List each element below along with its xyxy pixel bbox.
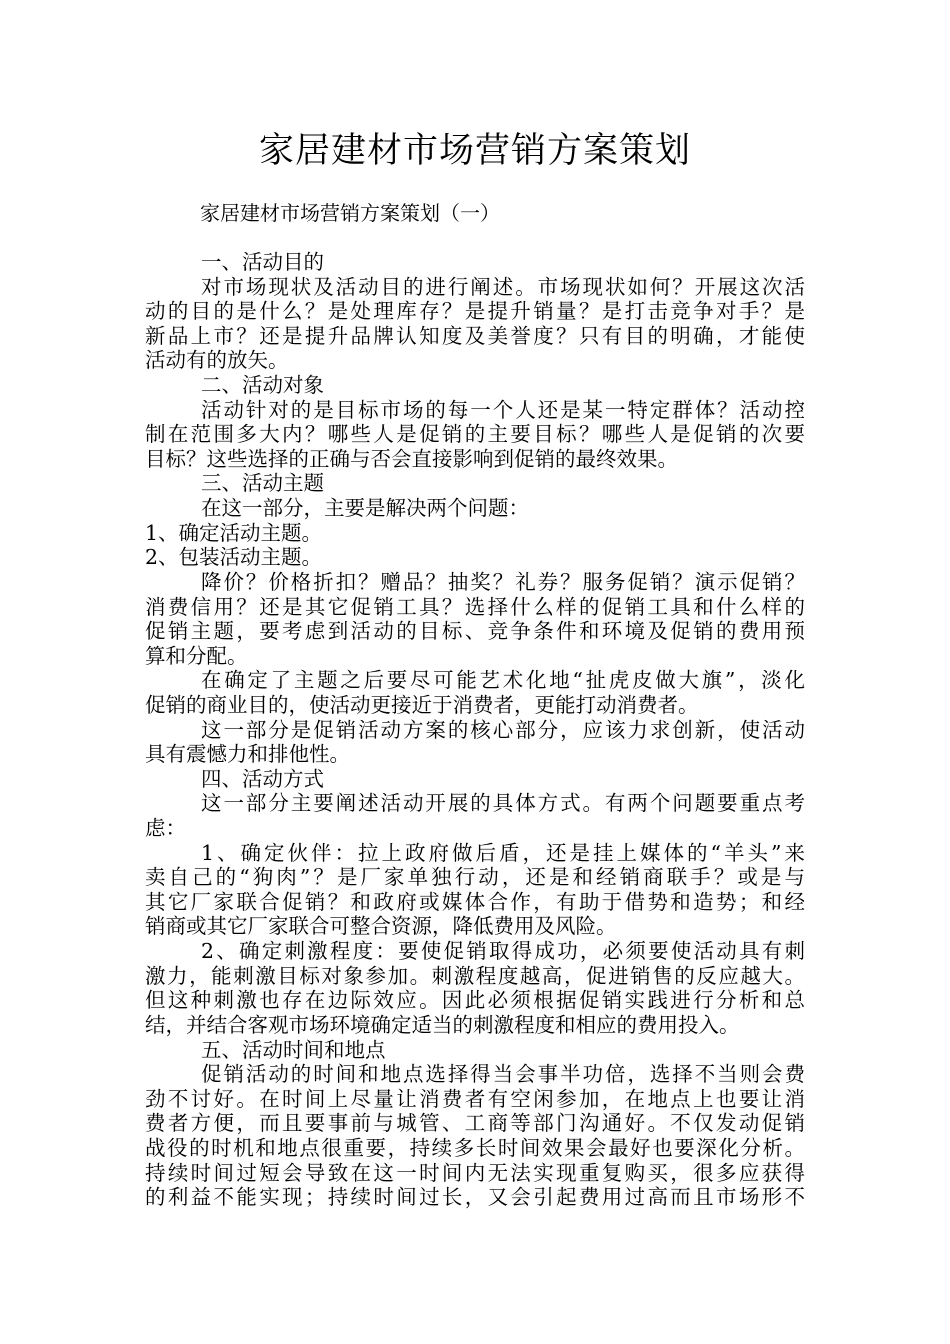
document-title: 家居建材市场营销方案策划 [258, 131, 691, 171]
section-heading: 二、活动对象 [201, 373, 324, 398]
paragraph-line: 在这一部分，主要是解决两个问题： [201, 496, 529, 521]
paragraph-line: 结，并结合客观市场环境确定适当的刺激程度和相应的费用投入。 [145, 1012, 740, 1037]
paragraph-line: 激力，能刺激目标对象参加。刺激程度越高，促进销售的反应越大。 [145, 963, 805, 988]
section-heading: 四、活动方式 [201, 766, 324, 791]
paragraph-line: 这一部分是促销活动方案的核心部分，应该力求创新，使活动 [201, 717, 805, 742]
paragraph-line: 动的目的是什么？是处理库存？是提升销量？是打击竞争对手？是 [145, 299, 805, 324]
paragraph-line: 的利益不能实现；持续时间过长，又会引起费用过高而且市场形不 [145, 1185, 805, 1210]
paragraph-line: 卖自己的“狗肉”？是厂家单独行动，还是和经销商联手？或是与 [145, 865, 805, 890]
paragraph-line: 其它厂家联合促销？和政府或媒体合作，有助于借势和造势；和经 [145, 889, 805, 914]
paragraph-line: 对市场现状及活动目的进行阐述。市场现状如何？开展这次活 [201, 274, 805, 299]
paragraph-line: 费者方便，而且要事前与城管、工商等部门沟通好。不仅发动促销 [145, 1111, 805, 1136]
paragraph-line: 虑： [145, 816, 186, 841]
list-item: 2、包装活动主题。 [145, 545, 323, 570]
list-item: 1、确定活动主题。 [145, 520, 323, 545]
paragraph-line: 劲不讨好。在时间上尽量让消费者有空闲参加，在地点上也要让消 [145, 1086, 805, 1111]
paragraph-line: 具有震憾力和排他性。 [145, 742, 350, 767]
section-heading: 五、活动时间和地点 [201, 1037, 386, 1062]
document-body [145, 250, 805, 1210]
paragraph-line: 持续时间过短会导致在这一时间内无法实现重复购买，很多应获得 [145, 1160, 805, 1185]
paragraph-line: 新品上市？还是提升品牌认知度及美誉度？只有目的明确，才能使 [145, 323, 805, 348]
paragraph-line: 2、确定刺激程度：要使促销取得成功，必须要使活动具有刺 [201, 939, 805, 964]
paragraph-line: 活动有的放矢。 [145, 348, 289, 373]
paragraph-line: 活动针对的是目标市场的每一个人还是某一特定群体？活动控 [201, 397, 805, 422]
paragraph-line: 在确定了主题之后要尽可能艺术化地“扯虎皮做大旗”，淡化 [201, 668, 805, 693]
paragraph-line: 促销的商业目的，使活动更接近于消费者，更能打动消费者。 [145, 692, 699, 717]
paragraph-line: 这一部分主要阐述活动开展的具体方式。有两个问题要重点考 [201, 791, 805, 816]
paragraph-line: 销商或其它厂家联合可整合资源，降低费用及风险。 [145, 914, 617, 939]
section-heading: 三、活动主题 [201, 471, 324, 496]
paragraph-line: 促销主题，要考虑到活动的目标、竞争条件和环境及促销的费用预 [145, 619, 805, 644]
paragraph-line: 算和分配。 [145, 643, 248, 668]
section-heading: 一、活动目的 [201, 250, 324, 274]
paragraph-line: 制在范围多大内？哪些人是促销的主要目标？哪些人是促销的次要 [145, 422, 805, 447]
paragraph-line: 消费信用？还是其它促销工具？选择什么样的促销工具和什么样的 [145, 594, 805, 619]
paragraph-line: 促销活动的时间和地点选择得当会事半功倍，选择不当则会费 [201, 1062, 805, 1087]
paragraph-line: 战役的时机和地点很重要，持续多长时间效果会最好也要深化分析。 [145, 1135, 805, 1160]
paragraph-line: 但这种刺激也存在边际效应。因此必须根据促销实践进行分析和总 [145, 988, 805, 1013]
paragraph-line: 目标？这些选择的正确与否会直接影响到促销的最终效果。 [145, 446, 678, 471]
document-subtitle: 家居建材市场营销方案策划（一） [200, 201, 500, 225]
paragraph-line: 降价？价格折扣？赠品？抽奖？礼券？服务促销？演示促销？ [201, 569, 805, 594]
paragraph-line: 1、确定伙伴：拉上政府做后盾，还是挂上媒体的“羊头”来 [201, 840, 805, 865]
